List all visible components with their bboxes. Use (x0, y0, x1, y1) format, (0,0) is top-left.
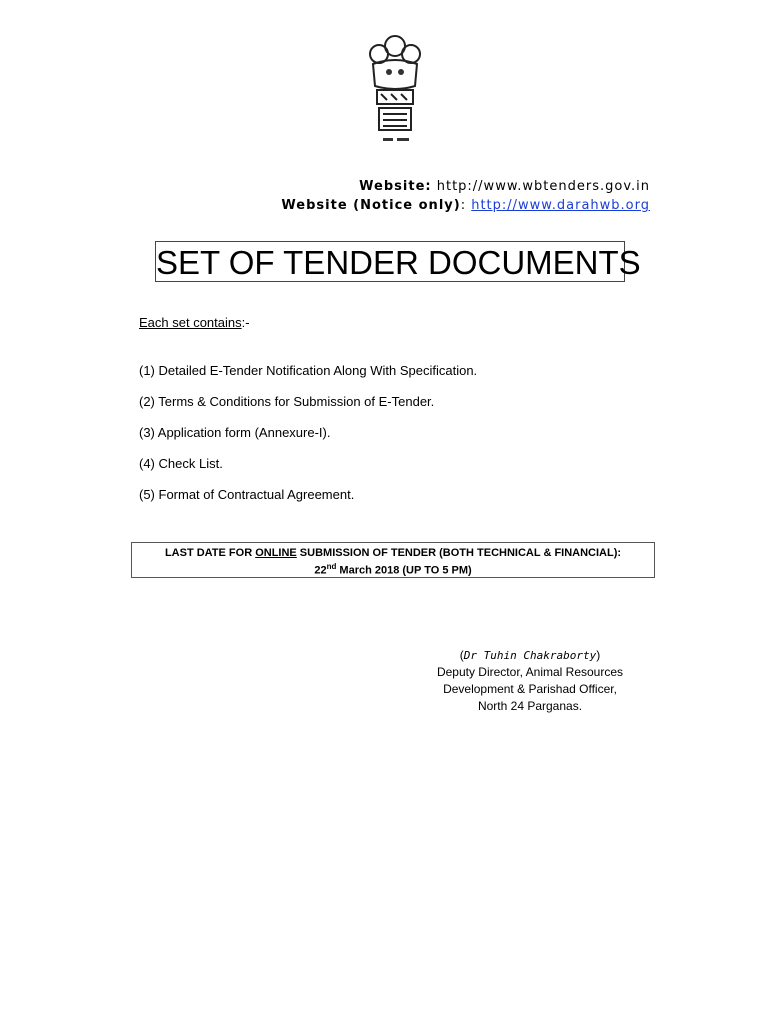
deadline-date: March 2018 (UP TO 5 PM) (336, 564, 472, 577)
signatory-name-line: (Dr Tuhin Chakraborty) (459, 648, 601, 662)
list-item: (3) Application form (Annexure-I). (139, 425, 331, 440)
contents-heading-text: Each set contains (139, 315, 242, 330)
website-link[interactable]: http://www.wbtenders.gov.in (436, 179, 650, 194)
deadline-prefix: LAST DATE FOR (164, 547, 256, 559)
deadline-suffix: SUBMISSION OF TENDER (BOTH TECHNICAL & FINANCIAL): (296, 547, 622, 559)
notice-separator: : (460, 198, 467, 213)
deadline-line-2 (132, 560, 654, 578)
list-item: (1) Detailed E-Tender Notification Along With Specification. (139, 363, 478, 378)
contents-heading (139, 315, 250, 330)
emblem-icon (355, 28, 435, 148)
deadline-online: ONLINE (255, 547, 297, 559)
list-item: (4) Check List. (139, 456, 223, 471)
signature-block (400, 647, 660, 715)
notice-website-line (0, 198, 650, 213)
website-line (0, 179, 650, 194)
notice-website-link[interactable]: http://www.darahwb.org (471, 198, 650, 213)
contents-heading-suffix: :- (241, 315, 250, 330)
signatory-name: Dr Tuhin Chakraborty (463, 649, 597, 662)
signatory-designation-2: Development & Parishad Officer, (443, 682, 617, 696)
signatory-designation-1: Deputy Director, Animal Resources (436, 665, 624, 679)
website-label: Website: (359, 179, 432, 194)
document-title: SET OF TENDER DOCUMENTS (155, 241, 625, 282)
list-item: (5) Format of Contractual Agreement. (139, 487, 355, 502)
deadline-day: 22 (314, 564, 327, 577)
deadline-notice (131, 542, 655, 578)
signatory-designation-3: North 24 Parganas. (477, 699, 583, 713)
deadline-line-1 (132, 546, 654, 560)
list-item: (2) Terms & Conditions for Submission of E-Tender. (139, 394, 435, 409)
deadline-day-suffix: nd (326, 562, 337, 571)
notice-website-label: Website (Notice only) (281, 198, 461, 213)
